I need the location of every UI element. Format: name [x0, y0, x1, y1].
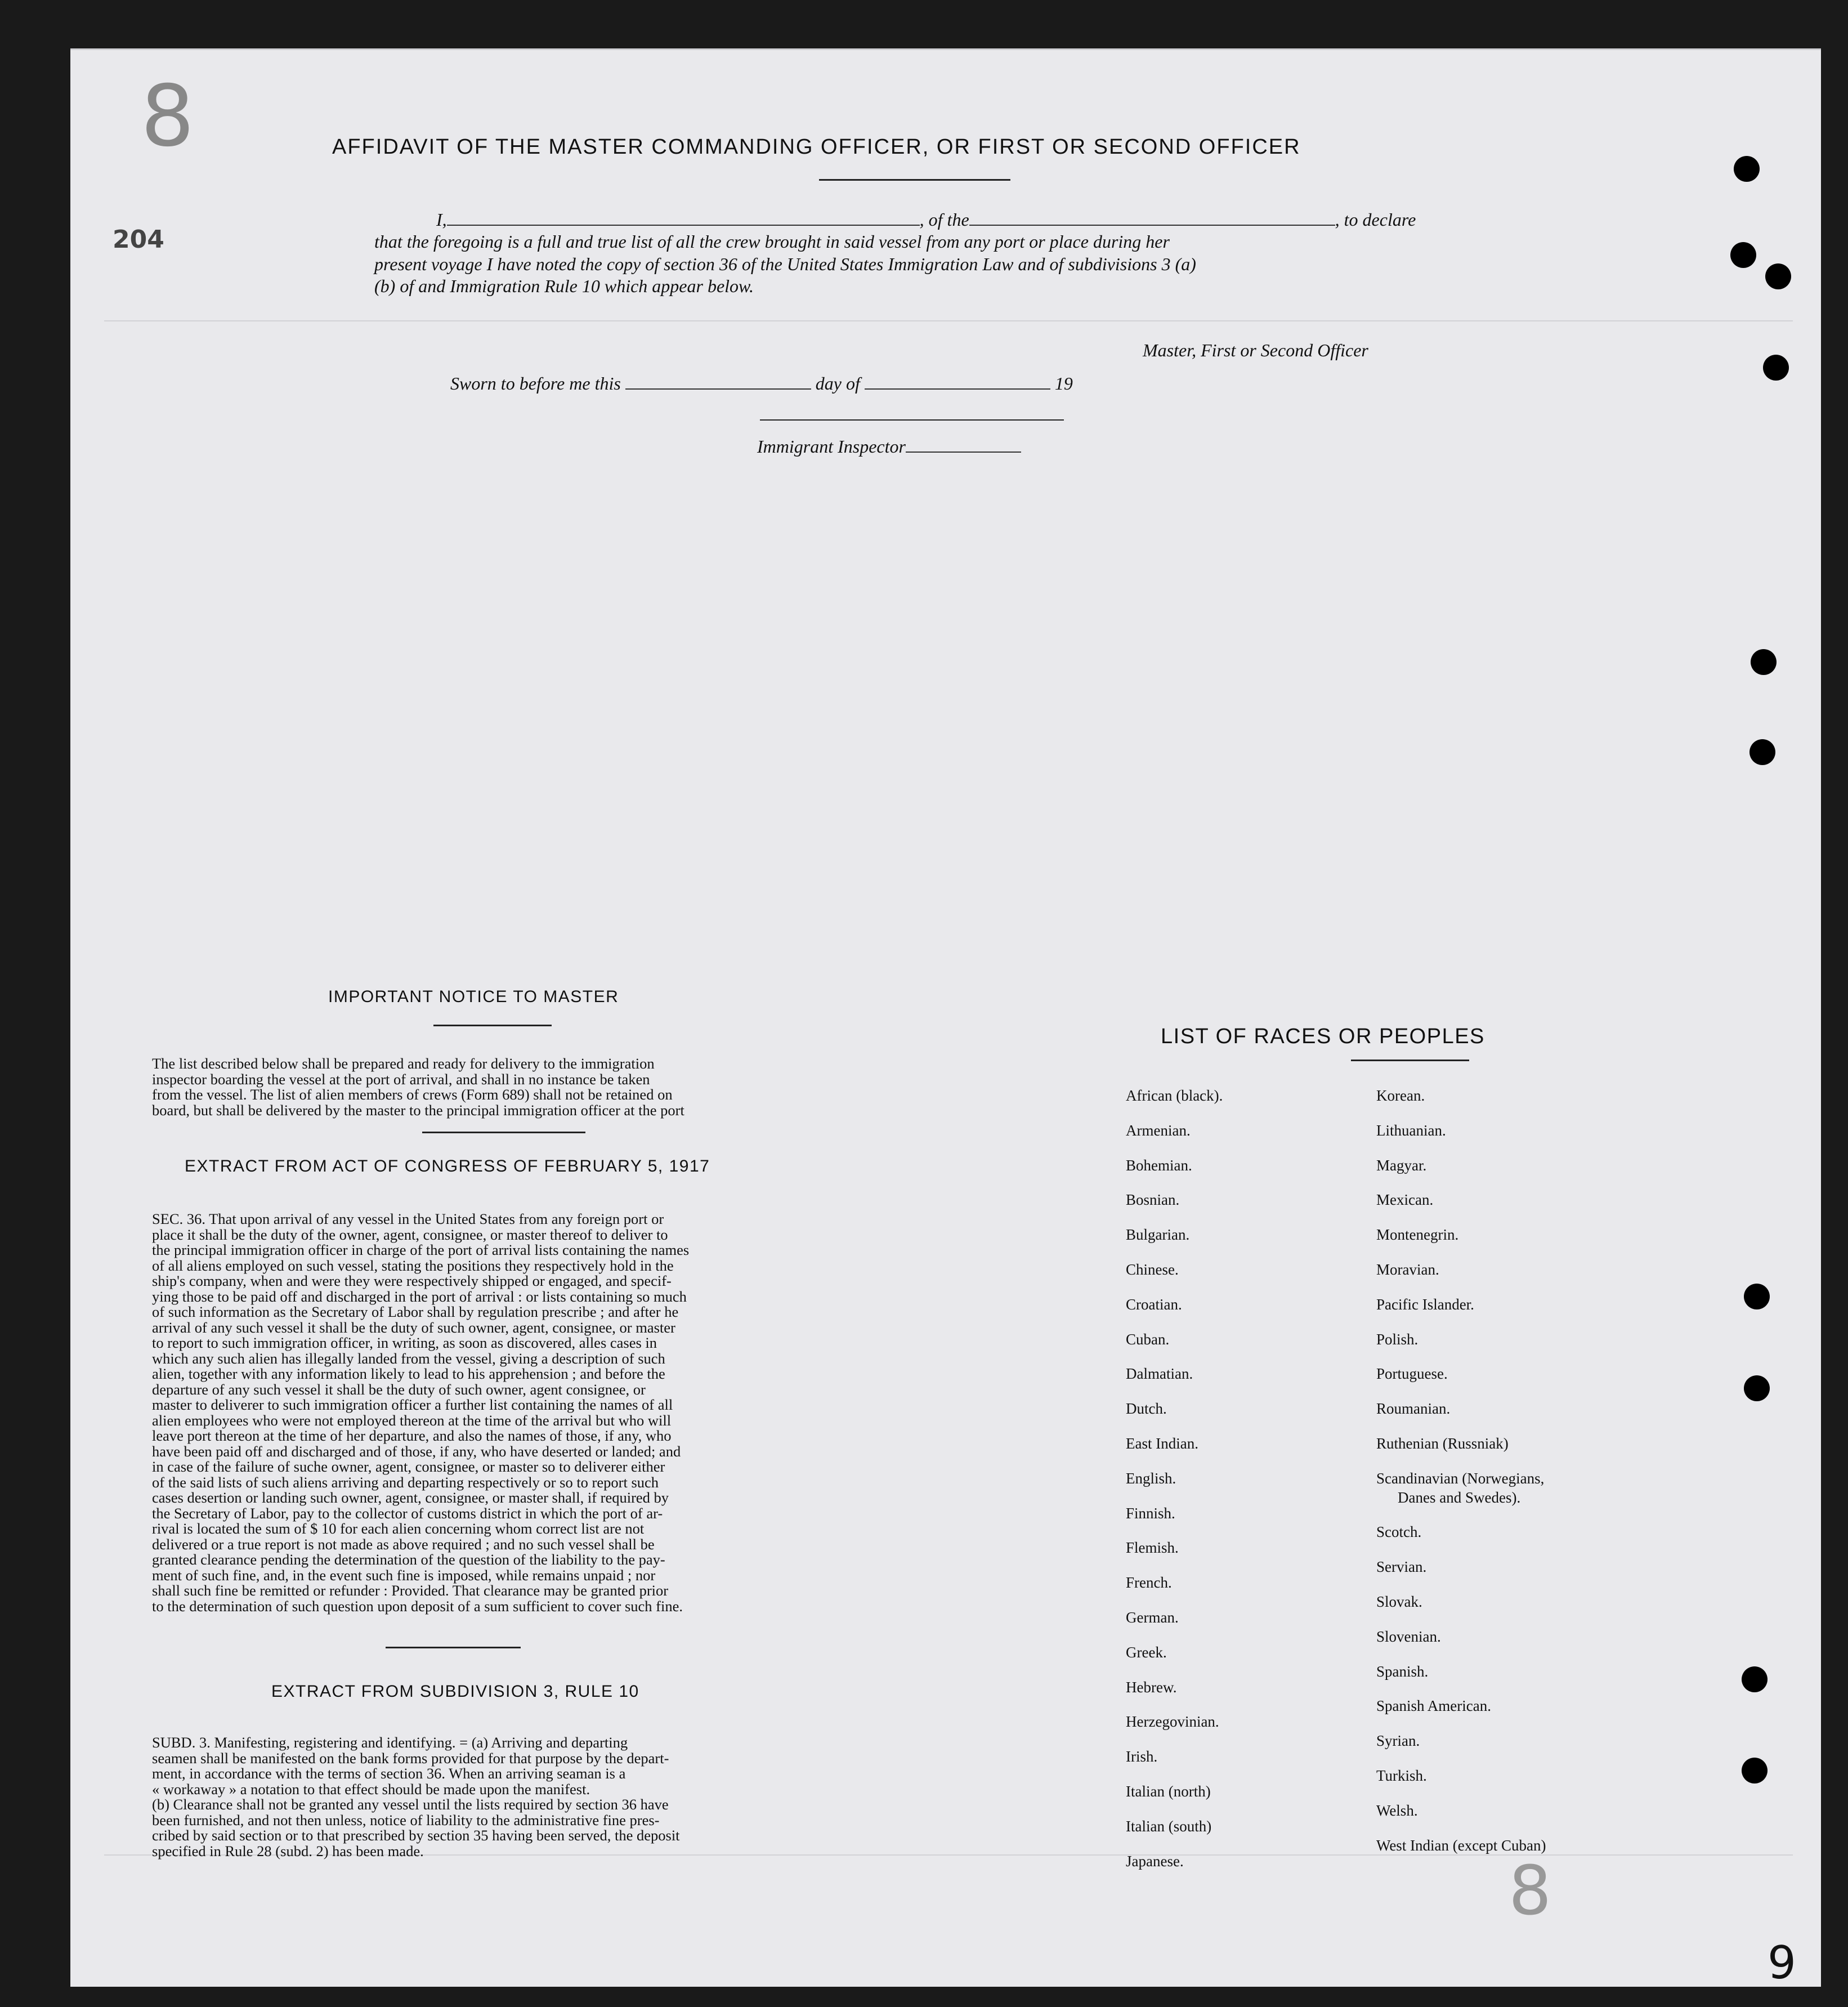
- race-item: Bulgarian.: [1126, 1226, 1190, 1244]
- affidavit-line-1: [436, 209, 1416, 230]
- punch-hole: [1744, 1284, 1770, 1309]
- act-extract-line: have been paid off and discharged and of those, if any, who have deserted or landed; and: [152, 1442, 681, 1460]
- race-item: Armenian.: [1126, 1121, 1191, 1139]
- race-item: Welsh.: [1376, 1802, 1418, 1819]
- race-item: Korean.: [1376, 1087, 1425, 1104]
- race-item: Spanish American.: [1376, 1697, 1491, 1715]
- act-extract-line: in case of the failure of suche owner, agent, consignee, or master so to deliverer either: [152, 1458, 665, 1475]
- act-extract-line: granted clearance pending the determination of the question of the liability to the pay-: [152, 1551, 665, 1568]
- affidavit-line-4: (b) of and Immigration Rule 10 which appear below.: [374, 276, 754, 296]
- race-item: Finnish.: [1126, 1504, 1175, 1522]
- rule-extract-line: specified in Rule 28 (subd. 2) has been made.: [152, 1842, 424, 1860]
- race-item: Italian (south): [1126, 1817, 1212, 1835]
- race-item: Pacific Islander.: [1376, 1295, 1474, 1313]
- sworn-day-of: day of: [815, 373, 860, 394]
- rule-extract-body: [152, 1735, 822, 1859]
- act-extract-line: SEC. 36. That upon arrival of any vessel in the United States from any foreign port or: [152, 1210, 664, 1227]
- act-extract-line: ying those to be paid off and discharged in the port of arrival : or lists containing so much: [152, 1288, 687, 1305]
- rule-extract-line: « workaway » a notation to that effect should be made upon the manifest.: [152, 1780, 590, 1798]
- punch-hole: [1730, 242, 1756, 268]
- inspector-line: [757, 436, 1021, 457]
- race-item: Herzegovinian.: [1126, 1713, 1219, 1731]
- rule-extract-line: cribed by said section or to that prescribed by section 35 having been served, the deposit: [152, 1827, 680, 1844]
- race-item: West Indian (except Cuban): [1376, 1836, 1546, 1854]
- affidavit-title: AFFIDAVIT OF THE MASTER COMMANDING OFFICER, OR FIRST OR SECOND OFFICER: [332, 135, 1301, 159]
- inspector-signature-line: [760, 419, 1064, 421]
- race-item: Hebrew.: [1126, 1678, 1177, 1696]
- act-extract-line: departure of any such vessel it shall be the duty of such owner, agent consignee, or: [152, 1380, 646, 1398]
- notice-underline: [433, 1025, 552, 1026]
- punch-hole: [1765, 263, 1791, 289]
- sworn-day-blank[interactable]: [625, 388, 811, 390]
- rule-extract-line: been furnished, and not then unless, notice of liability to the administrative fine pres-: [152, 1811, 660, 1829]
- sworn-year: 19: [1054, 373, 1073, 394]
- race-item: Greek.: [1126, 1643, 1167, 1661]
- act-extract-line: alien employees who were not employed thereon at the time of the arrival but who will: [152, 1411, 672, 1429]
- race-item: Japanese.: [1126, 1852, 1184, 1870]
- race-item: Slovenian.: [1376, 1628, 1441, 1645]
- act-extract-line: leave port thereon at the time of her departure, and also the names of those, if any, who: [152, 1427, 672, 1444]
- act-extract-line: of such information as the Secretary of Labor shall by regulation prescribe ; and after he: [152, 1303, 679, 1320]
- punch-hole: [1744, 1375, 1770, 1401]
- race-item: Chinese.: [1126, 1260, 1179, 1278]
- notice-body: [152, 1056, 822, 1118]
- affidavit-i: I,: [436, 209, 447, 230]
- affidavit-of-the: , of the: [919, 209, 969, 230]
- bleed-through-rule: [104, 320, 1793, 321]
- corner-mark: 9: [1768, 1937, 1796, 1989]
- act-extract-line: rival is located the sum of $ 10 for each alien concerning whom correct list are not: [152, 1520, 645, 1537]
- act-extract-line: ment of such fine, and, in the event such fine is imposed, while remains unpaid ; nor: [152, 1566, 656, 1584]
- signature-label: Master, First or Second Officer: [1143, 340, 1368, 360]
- act-extract-line: the Secretary of Labor, pay to the collector of customs district in which the port of ar-: [152, 1504, 663, 1522]
- act-extract-line: of the said lists of such aliens arriving and departing respectively or so to report such: [152, 1473, 659, 1491]
- act-extract-line: delivered or a true report is not made as above required ; and no such vessel shall be: [152, 1535, 655, 1553]
- name-blank[interactable]: [447, 225, 920, 226]
- rule-extract-title: EXTRACT FROM SUBDIVISION 3, RULE 10: [271, 1682, 639, 1701]
- sworn-line: [450, 373, 1073, 394]
- vessel-blank[interactable]: [969, 225, 1335, 226]
- race-item: Lithuanian.: [1376, 1121, 1446, 1139]
- race-item: Irish.: [1126, 1748, 1158, 1765]
- race-item: German.: [1126, 1608, 1179, 1626]
- race-item: Scotch.: [1376, 1523, 1422, 1541]
- act-extract-line: the principal immigration officer in charge of the port of arrival lists containing the names: [152, 1241, 690, 1258]
- rule-extract-line: SUBD. 3. Manifesting, registering and identifying. = (a) Arriving and departing: [152, 1734, 628, 1751]
- notice-title: IMPORTANT NOTICE TO MASTER: [328, 987, 619, 1006]
- act-extract-line: cases desertion or landing such owner, agent, consignee, or master shall, if required by: [152, 1489, 669, 1506]
- race-item: Montenegrin.: [1376, 1226, 1459, 1244]
- race-item: Syrian.: [1376, 1732, 1420, 1750]
- rule-extract-line: ment, in accordance with the terms of section 36. When an arriving seaman is a: [152, 1765, 626, 1782]
- race-item: Croatian.: [1126, 1295, 1182, 1313]
- page-mark-top: 8: [141, 68, 195, 166]
- notice-line: from the vessel. The list of alien members of crews (Form 689) shall not be retained on: [152, 1086, 673, 1103]
- race-item: Spanish.: [1376, 1662, 1429, 1680]
- page-mark-bottom: 8: [1509, 1852, 1552, 1930]
- punch-hole: [1742, 1666, 1768, 1692]
- inspector-label: Immigrant Inspector: [757, 436, 906, 457]
- inspector-blank[interactable]: [906, 452, 1021, 453]
- act-extract-line: to report to such immigration officer, in writing, as soon as discovered, alles cases in: [152, 1334, 657, 1351]
- race-item: East Indian.: [1126, 1434, 1198, 1452]
- punch-hole: [1749, 739, 1775, 765]
- races-left-column: [1126, 1079, 1223, 1879]
- race-item: Bohemian.: [1126, 1156, 1192, 1174]
- race-item: Portuguese.: [1376, 1365, 1448, 1383]
- act-extract-title: EXTRACT FROM ACT OF CONGRESS OF FEBRUARY 5, 1917: [185, 1157, 710, 1175]
- punch-hole: [1742, 1758, 1768, 1783]
- title-underline: [819, 179, 1010, 181]
- race-item: Cuban.: [1126, 1330, 1170, 1348]
- act-extract-line: which any such alien has illegally landed from the vessel, giving a description of such: [152, 1349, 665, 1367]
- race-item: Slovak.: [1376, 1593, 1422, 1610]
- race-item: Ruthenian (Russniak): [1376, 1434, 1509, 1452]
- race-item: Italian (north): [1126, 1782, 1211, 1800]
- rule-extract-line: seamen shall be manifested on the bank forms provided for that purpose by the depart-: [152, 1749, 669, 1767]
- race-item: Danes and Swedes).: [1398, 1489, 1521, 1506]
- race-item: Turkish.: [1376, 1767, 1427, 1784]
- act-extract-line: arrival of any such vessel it shall be the duty of such owner, agent, consignee, or master: [152, 1318, 675, 1336]
- act-extract-line: master to deliverer to such immigration officer a further list containing the names of all: [152, 1396, 673, 1413]
- affidavit-line-3: present voyage I have noted the copy of section 36 of the United States Immigration Law and of subdivisions 3 (a): [374, 254, 1196, 274]
- race-item: Roumanian.: [1376, 1400, 1451, 1418]
- act-extract-line: ship's company, when and were they were respectively shipped or engaged, and specif-: [152, 1272, 672, 1289]
- act-extract-line: alien, together with any information likely to lead to his apprehension ; and before the: [152, 1365, 665, 1382]
- notice-divider: [422, 1132, 585, 1133]
- bleed-through-heading: [256, 140, 296, 182]
- notice-line: board, but shall be delivered by the master to the principal immigration officer at the port: [152, 1101, 684, 1119]
- act-extract-line: of all aliens employed on such vessel, stating the positions they respectively hold in the: [152, 1257, 674, 1274]
- notice-line: inspector boarding the vessel at the port of arrival, and shall in no instance be taken: [152, 1070, 650, 1088]
- race-item: Scandinavian (Norwegians,: [1376, 1469, 1545, 1487]
- races-underline: [1351, 1060, 1469, 1061]
- races-right-column: [1376, 1079, 1546, 1863]
- race-item: Moravian.: [1376, 1260, 1439, 1278]
- notice-line: The list described below shall be prepared and ready for delivery to the immigration: [152, 1055, 655, 1072]
- act-divider: [386, 1647, 521, 1648]
- race-item: Servian.: [1376, 1558, 1427, 1576]
- sworn-prefix: Sworn to before me this: [450, 373, 621, 394]
- act-extract-line: place it shall be the duty of the owner, agent, consignee, or master thereof to deliver to: [152, 1226, 668, 1243]
- race-item: Magyar.: [1376, 1156, 1427, 1174]
- race-item: African (black).: [1126, 1087, 1223, 1104]
- race-item: Bosnian.: [1126, 1191, 1180, 1209]
- act-extract-body: [152, 1212, 822, 1614]
- race-item: Dalmatian.: [1126, 1365, 1193, 1383]
- act-extract-line: to the determination of such question upon deposit of a sum sufficient to cover such fine.: [152, 1597, 683, 1615]
- race-item: Dutch.: [1126, 1400, 1167, 1418]
- punch-hole: [1763, 355, 1789, 381]
- rule-extract-line: (b) Clearance shall not be granted any vessel until the lists required by section 36 have: [152, 1796, 669, 1813]
- race-item: Mexican.: [1376, 1191, 1434, 1209]
- races-title: LIST OF RACES OR PEOPLES: [1161, 1025, 1485, 1048]
- punch-hole: [1751, 649, 1777, 675]
- affidavit-to-declare: , to declare: [1335, 209, 1416, 230]
- race-item: English.: [1126, 1469, 1176, 1487]
- stamp-number: 204: [113, 225, 164, 254]
- race-item: French.: [1126, 1574, 1172, 1592]
- race-item: Polish.: [1376, 1330, 1419, 1348]
- sworn-month-blank[interactable]: [865, 388, 1050, 390]
- act-extract-line: shall such fine be remitted or refunder : Provided. That clearance may be granted prior: [152, 1582, 669, 1599]
- affidavit-line-2: that the foregoing is a full and true list of all the crew brought in said vessel from any port or place during her: [374, 231, 1170, 252]
- race-item: Flemish.: [1126, 1539, 1179, 1557]
- punch-hole: [1734, 156, 1760, 182]
